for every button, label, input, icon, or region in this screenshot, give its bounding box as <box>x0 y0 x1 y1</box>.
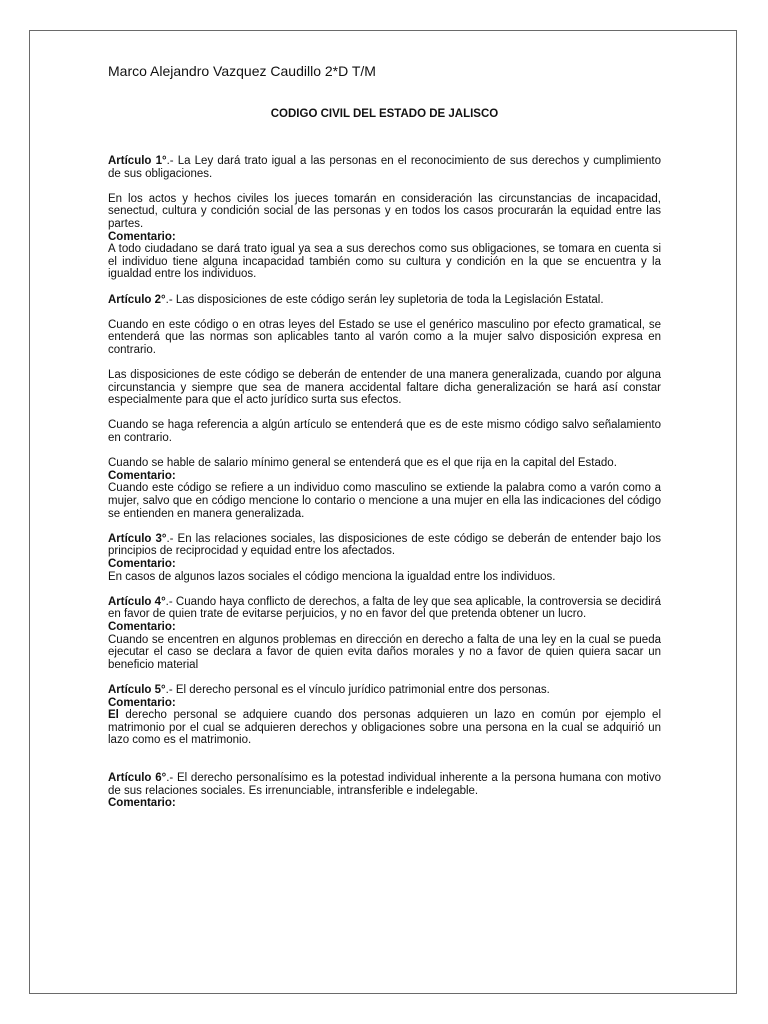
article-2-paragraph-4: Cuando se haga referencia a algún artículo se entenderá que es de este mismo código salvo señalamiento en contrario. <box>108 419 661 445</box>
article-1-paragraph-2: En los actos y hechos civiles los jueces tomarán en consideración las circunstancias de incapacidad, senectud, cultura y condición social de las personas y en todos los casos procurarán la equidad entre las partes. <box>108 192 661 230</box>
article-2-comment: Cuando este código se refiere a un individuo como masculino se extiende la palabra como a varón como a mujer, salvo que en código mencione lo contario o mencione a una mujer en ella las indicaciones del código se entienden en manera generalizada. <box>108 482 661 520</box>
article-6-comment-label: Comentario: <box>108 797 176 810</box>
document-page <box>29 30 737 994</box>
article-3-text: .- En las relaciones sociales, las disposiciones de este código se deberán de entender bajo los principios de reciprocidad y equidad entre los afectados. <box>108 532 661 558</box>
article-6 <box>108 772 661 797</box>
article-3 <box>108 533 661 558</box>
article-5-comment-label: Comentario: <box>108 696 176 709</box>
article-5 <box>108 684 661 697</box>
article-4-comment-label: Comentario: <box>108 620 176 633</box>
article-2-text: .- Las disposiciones de este código serán ley supletoria de toda la Legislación Estatal. <box>165 293 604 306</box>
article-2 <box>108 294 661 307</box>
article-4-text: .- Cuando haya conflicto de derechos, a falta de ley que sea aplicable, la controversia se decidirá en favor de quien trate de evitarse perjuicios, y no en favor del que pretenda obtener un lucro. <box>108 595 661 621</box>
article-5-text: .- El derecho personal es el vínculo jurídico patrimonial entre dos personas. <box>165 683 550 696</box>
document-title: CODIGO CIVIL DEL ESTADO DE JALISCO <box>270 108 499 120</box>
article-3-comment-label: Comentario: <box>108 558 176 570</box>
article-5-comment-text: derecho personal se adquiere cuando dos personas adquieren un lazo en común por ejemplo el matrimonio por el cual se adquieren derechos y obligaciones sobre una persona en la cual se adquirió un lazo como es el matrimonio. <box>108 709 661 747</box>
article-6-label: Artículo 6° <box>108 771 167 784</box>
article-1-text: .- La Ley dará trato igual a las personas en el reconocimiento de sus derechos y cumplimiento de sus obligaciones. <box>108 155 661 180</box>
article-1-comment-label: Comentario: <box>108 230 176 243</box>
document-content <box>108 63 661 810</box>
article-1-comment: A todo ciudadano se dará trato igual ya sea a sus derechos como sus obligaciones, se tomara en cuenta si el individuo tiene alguna incapacidad también como su cultura y condición en la que se encuentra y la igualdad entre los individuos. <box>108 243 661 281</box>
article-4 <box>108 596 661 621</box>
article-2-paragraph-5: Cuando se hable de salario mínimo general se entenderá que es el que rija en la capital del Estado. <box>108 457 617 470</box>
article-2-comment-label: Comentario: <box>108 469 176 482</box>
article-3-comment: En casos de algunos lazos sociales el código menciona la igualdad entre los individuos. <box>108 570 556 583</box>
article-5-label: Artículo 5° <box>108 683 166 696</box>
author-name: Marco Alejandro Vazquez Caudillo 2*D T/M <box>108 63 376 79</box>
article-4-label: Artículo 4° <box>108 595 166 608</box>
article-5-comment <box>108 709 661 747</box>
article-2-paragraph-3: Las disposiciones de este código se deberán de entender de una manera generalizada, cuando por alguna circunstancia y siempre que sea de manera accidental faltare dicha generalización se hará así constar especialmente para que el acto jurídico surta sus efectos. <box>108 369 661 407</box>
article-3-label: Artículo 3° <box>108 532 167 545</box>
article-4-comment: Cuando se encentren en algunos problemas en dirección en derecho a falta de una ley en la cual se pueda ejecutar el caso se declara a favor de quien evita daños morales y no a favor de quien quiera sacar un beneficio material <box>108 633 661 671</box>
article-2-label: Artículo 2° <box>108 293 166 306</box>
article-6-text: .- El derecho personalísimo es la potestad individual inherente a la persona humana con motivo de sus relaciones sociales. Es irrenunciable, intransferible e indelegable. <box>108 771 661 797</box>
article-1-label: Artículo 1° <box>108 155 167 167</box>
article-1 <box>108 155 661 180</box>
article-2-paragraph-2: Cuando en este código o en otras leyes del Estado se use el genérico masculino por efecto gramatical, se entenderá que las normas son aplicables tanto al varón como a la mujer salvo disposición expresa en contrario. <box>108 318 661 356</box>
article-5-comment-lead: El <box>108 709 119 722</box>
